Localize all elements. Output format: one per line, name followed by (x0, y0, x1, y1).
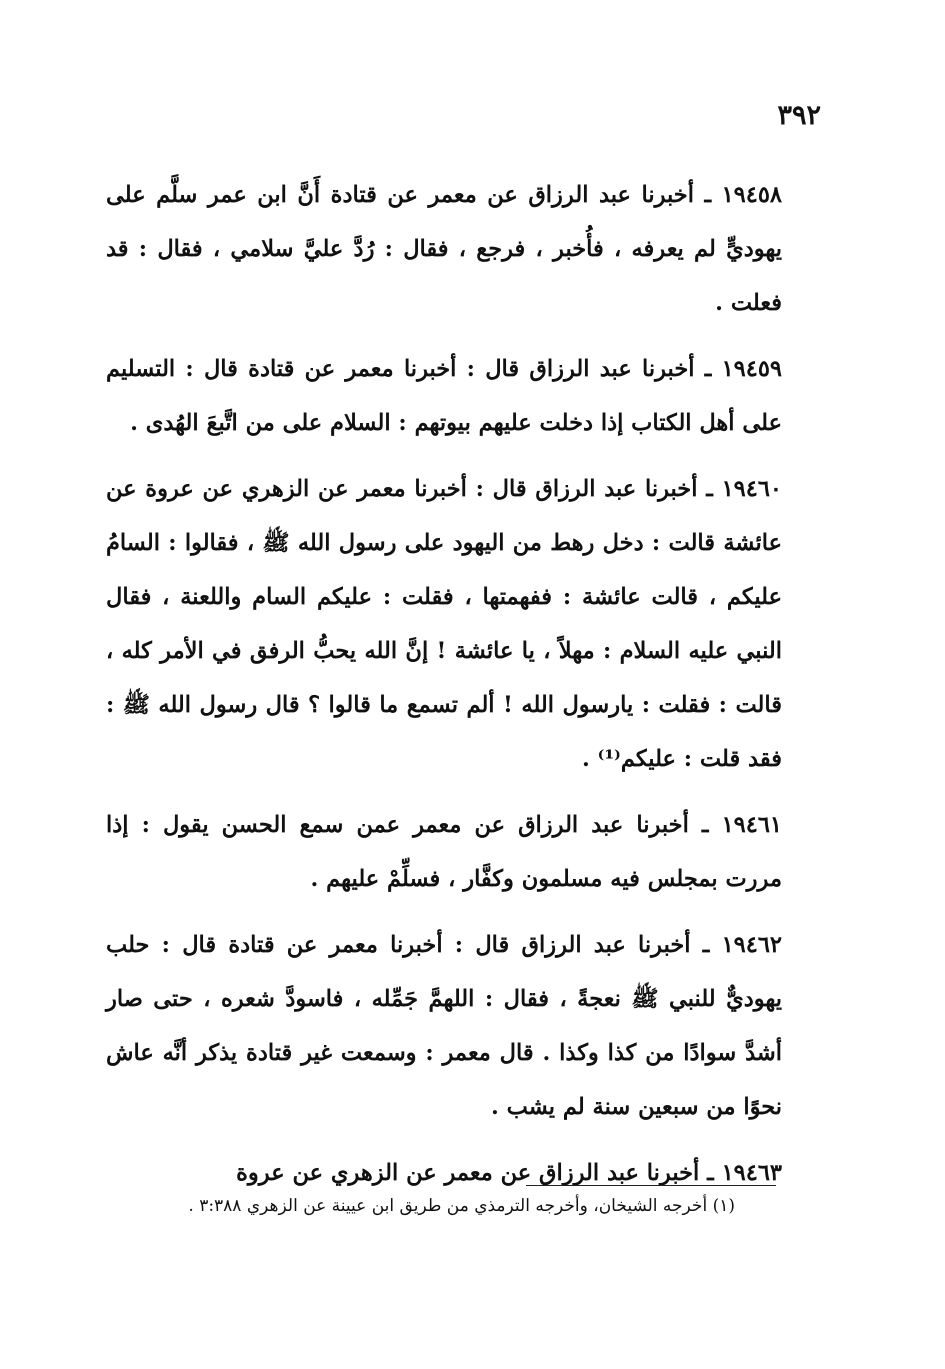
hadith-entry (106, 918, 782, 1134)
hadith-text: أخبرنا عبد الرزاق قال : أخبرنا معمر عن الزهري عن عروة عن عائشة قالت : دخل رهط من اليهود على رسول الله ﷺ ، فقالوا : السامُ عليكم ، قالت عائشة : ففهمتها ، فقلت : عليكم السام واللعنة ، فقال النبي عليه السلام : مهلاً ، يا عائشة ! إنَّ الله يحبُّ الرفق في الأمر كله ، قالت : فقلت : يارسول الله ! ألم تسمع ما قالوا ؟ قال رسول الله ﷺ : فقد قلت : عليكم⁽¹⁾ . (106, 476, 782, 772)
hadith-text: أخبرنا عبد الرزاق عن معمر عمن سمع الحسن يقول : إذا مررت بمجلس فيه مسلمون وكفَّار ، فسلِّمْ عليهم . (106, 812, 782, 892)
hadith-entry (106, 1146, 782, 1200)
hadith-list (106, 168, 782, 1212)
hadith-separator: ـ (694, 356, 722, 382)
footnote-divider (526, 1185, 776, 1186)
hadith-text: أخبرنا عبد الرزاق قال : أخبرنا معمر عن قتادة قال : التسليم على أهل الكتاب إذا دخلت عليهم بيوتهم : السلام على من اتَّبعَ الهُدى . (106, 356, 782, 436)
hadith-separator: ـ (688, 812, 722, 838)
footnote: (١) أخرجه الشيخان، وأخرجه الترمذي من طريق ابن عيينة عن الزهري ٣:٣٨٨ . (188, 1196, 735, 1216)
hadith-separator: ـ (697, 476, 722, 502)
hadith-entry (106, 462, 782, 786)
hadith-number: ١٩٤٦٣ (721, 1160, 782, 1186)
hadith-separator: ـ (699, 1160, 722, 1186)
hadith-text: أخبرنا عبد الرزاق عن معمر عن قتادة أَنَّ ابن عمر سلَّم على يهوديٍّ لم يعرفه ، فأُخبر ، فرجع ، فقال : رُدَّ عليَّ سلامي ، فقال : قد فعلت . (106, 182, 782, 316)
hadith-number: ١٩٤٦١ (721, 812, 782, 838)
hadith-entry (106, 798, 782, 906)
hadith-text: أخبرنا عبد الرزاق قال : أخبرنا معمر عن قتادة قال : حلب يهوديٌّ للنبي ﷺ نعجةً ، فقال : اللهمَّ جَمِّله ، فاسودَّ شعره ، حتى صار أشدَّ سوادًا من كذا وكذا . قال معمر : وسمعت غير قتادة يذكر أنَّه عاش نحوًا من سبعين سنة لم يشب . (106, 932, 782, 1120)
hadith-text: أخبرنا عبد الرزاق عن معمر عن الزهري عن عروة (236, 1160, 700, 1186)
hadith-separator: ـ (690, 932, 722, 958)
hadith-number: ١٩٤٥٩ (721, 356, 782, 382)
hadith-separator: ـ (693, 182, 722, 208)
page-number: ٣٩٢ (777, 100, 821, 131)
hadith-entry (106, 168, 782, 330)
hadith-number: ١٩٤٦٢ (721, 932, 782, 958)
hadith-entry (106, 342, 782, 450)
hadith-number: ١٩٤٥٨ (721, 182, 783, 208)
hadith-number: ١٩٤٦٠ (721, 476, 782, 502)
